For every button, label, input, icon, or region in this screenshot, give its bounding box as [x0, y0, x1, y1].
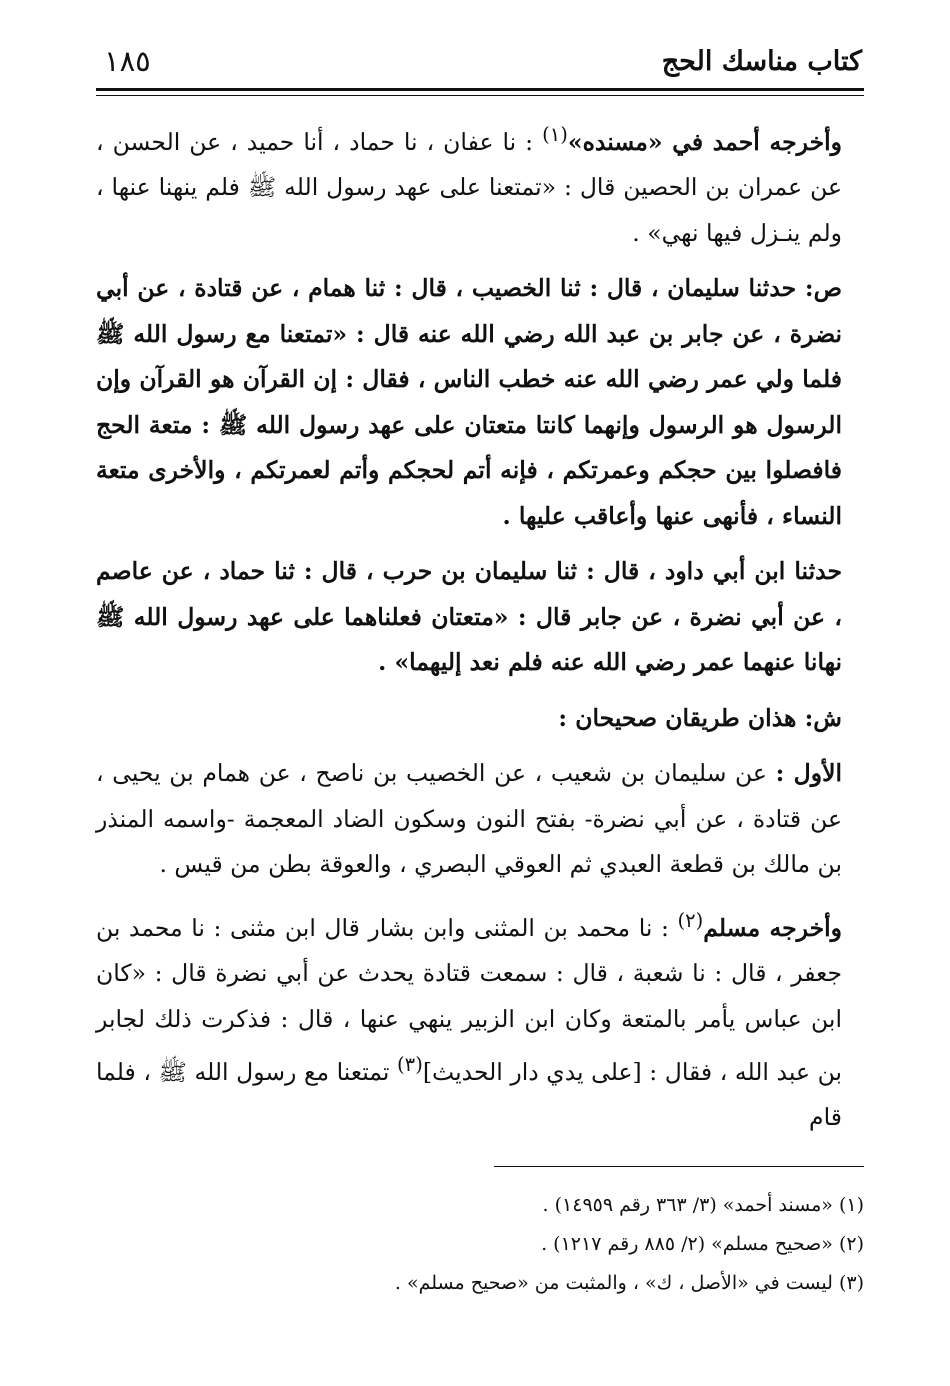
footnote-1: (١) «مسند أحمد» (٣/ ٣٦٣ رقم ١٤٩٥٩) . — [542, 1194, 864, 1216]
paragraph-4 — [96, 696, 864, 742]
paragraph-lead: ش: — [804, 703, 842, 732]
paragraph-text: تمتعنا مع رسول الله ﷺ ، فلما قام — [96, 1057, 842, 1132]
page-number: ١٨٥ — [104, 44, 151, 78]
paragraph-1 — [96, 112, 864, 256]
paragraph-text: عن سليمان بن شعيب ، عن الخصيب بن ناصح ، عن همام بن يحيى ، عن قتادة ، عن أبي نضرة- بفتح النون وسكون الضاد المعجمة -واسمه المنذر بن مالك بن قطعة العبدي ثم العوقي البصري ، والعوقة بطن من قيس . — [96, 759, 842, 879]
paragraph-6 — [96, 898, 864, 1141]
footnote-rule — [494, 1166, 864, 1167]
footnotes — [200, 1186, 864, 1303]
paragraph-text: حدثنا سليمان ، قال : ثنا الخصيب ، قال : ثنا همام ، عن قتادة ، عن أبي نضرة ، عن جابر بن عبد الله رضي الله عنه قال : «تمتعنا مع رسول الله ﷺ فلما ولي عمر رضي الله عنه خطب الناس ، فقال : إن القرآن هو القرآن وإن الرسول هو الرسول وإنهما كانتا متعتان على عهد رسول الله ﷺ : متعة الحج فافصلوا بين حجكم وعمرتكم ، فإنه أتم لحجكم وأتم لعمرتكم ، والأخرى متعة النساء ، فأنهى عنها وأعاقب عليها . — [96, 274, 842, 530]
footnote-marker: (٢) — [677, 908, 704, 932]
header-rule-thin — [96, 95, 864, 96]
paragraph-3 — [96, 549, 864, 686]
paragraph-text: : نا عفان ، نا حماد ، أنا حميد ، عن الحسن ، عن عمران بن الحصين قال : «تمتعنا على عهد رسول الله ﷺ فلم ينهنا عنها ، ولم ينـزل فيها نهي» . — [96, 127, 842, 247]
paragraph-lead: الأول : — [775, 759, 843, 788]
paragraph-2 — [96, 266, 864, 539]
main-text — [96, 112, 864, 1151]
page-header — [96, 38, 864, 86]
footnote-3: (٣) ليست في «الأصل ، ك» ، والمثبت من «صحيح مسلم» . — [394, 1272, 864, 1294]
footnote-2: (٢) «صحيح مسلم» (٢/ ٨٨٥ رقم ١٢١٧) . — [541, 1233, 864, 1255]
paragraph-lead: وأخرجه أحمد في «مسنده» — [567, 127, 842, 156]
paragraph-text: هذان طريقان صحيحان : — [558, 703, 805, 732]
footnote-marker: (١) — [542, 123, 568, 146]
footnote-marker: (٣) — [397, 1053, 423, 1077]
paragraph-lead: وأخرجه مسلم — [703, 913, 842, 942]
paragraph-5 — [96, 751, 864, 888]
paragraph-text: حدثنا ابن أبي داود ، قال : ثنا سليمان بن حرب ، قال : ثنا حماد ، عن عاصم ، عن أبي نضرة ، عن جابر قال : «متعتان فعلناهما على عهد رسول الله ﷺ نهانا عنهما عمر رضي الله عنه فلم نعد إليهما» . — [96, 557, 842, 677]
header-rule-thick — [96, 88, 864, 91]
paragraph-text: : نا محمد بن المثنى وابن بشار قال ابن مثنى : نا محمد بن جعفر ، قال : نا شعبة ، قال : سمعت قتادة يحدث عن أبي نضرة قال : «كان ابن عباس يأمر بالمتعة وكان ابن الزبير ينهي عنها ، قال : فذكرت ذلك لجابر بن عبد الله ، فقال : [على يدي دار الحديث] — [96, 913, 843, 1086]
book-title: كتاب مناسك الحج — [661, 46, 862, 77]
paragraph-lead: ص: — [804, 274, 842, 303]
